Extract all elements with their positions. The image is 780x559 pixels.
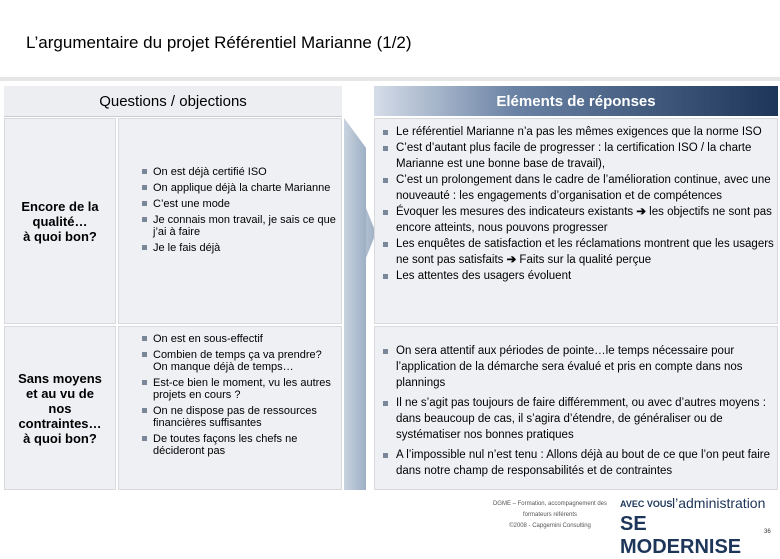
footer-line: ©2008 - Capgemini Consulting [509,523,591,529]
list-item [142,198,338,210]
objection-text: On est en sous-effectif [153,333,263,345]
response-text: C’est un prolongement dans le cadre de l’amélioration continue, avec une nouveauté : les engagements d’organisation et de compétences [396,174,771,202]
response-text: Il ne s’agit pas toujours de faire différemment, ou avec d’autres moyens : dans beaucoup de cas, il s’agira d’étendre, de généraliser ou de systématiser nos bonnes pratiques [396,397,766,441]
bullet-icon [142,408,147,413]
objection-text: On est déjà certifié ISO [153,166,267,178]
bullet-icon [142,336,147,341]
list-item [142,182,338,194]
response-text: Le référentiel Marianne n’a pas les mêmes exigences que la norme ISO [396,126,762,138]
row2-question-line: nos [48,400,72,416]
row2-question-line: Sans moyens [18,370,102,386]
bullet-icon [383,210,388,215]
list-item [142,214,338,238]
bullet-icon [142,245,147,250]
response-text: On sera attentif aux périodes de pointe…le temps nécessaire pour l’application de la démarche sera évalué et pris en compte dans nos plannings [396,345,743,389]
footer-credits [480,499,620,532]
footer-line: DGME – Formation, accompagnement des formateurs référents [492,501,608,518]
list-item [376,204,774,236]
bullet-icon [383,453,388,458]
objection-text: On applique déjà la charte Marianne [153,182,331,194]
list-item [376,395,774,443]
list-item [142,333,334,345]
response-text: A l’impossible nul n’est tenu : Allons déjà au bout de ce que l’on peut faire dans notre champ de responsabilités et de contraintes [396,449,770,477]
row1-question [4,118,116,324]
row2-question-line: contraintes… [18,415,102,431]
objection-text: De toutes façons les chefs ne décideront pas [153,433,298,457]
objection-text: C’est une mode [153,198,231,210]
bullet-icon [142,380,147,385]
row2-question-line: à quoi bon? [23,430,97,446]
modernise-logo [620,493,770,558]
list-item [142,405,334,429]
bullet-icon [142,169,147,174]
list-item [376,343,774,391]
list-item [142,377,334,401]
list-item [142,349,334,373]
list-item [376,124,774,140]
bullet-icon [142,352,147,357]
bullet-icon [142,185,147,190]
page-number: 36 [764,529,771,535]
row1-responses-list [376,124,774,284]
row2-objections-list [142,333,334,461]
questions-header: Questions / objections [4,86,342,117]
bullet-icon [142,201,147,206]
objection-text: Combien de temps ça va prendre? On manque déjà de temps… [153,349,322,373]
logo-administration: l’administration [672,495,766,511]
page-title: L’argumentaire du projet Référentiel Marianne (1/2) [26,33,412,52]
objection-text: On ne dispose pas de ressources financières suffisantes [153,405,317,429]
bullet-icon [383,146,388,151]
response-text: Les enquêtes de satisfaction et les réclamations montrent que les usagers ne sont pas satisfaits [396,238,774,266]
objection-text: Est-ce bien le moment, vu les autres projets en cours ? [153,377,331,401]
bullet-icon [383,349,388,354]
logo-avec-vous: AVEC VOUS [620,499,673,509]
row1-question-line: à quoi bon? [23,228,97,244]
list-item [142,242,338,254]
list-item [376,268,774,284]
logo-se-modernise: SE MODERNISE [620,513,742,558]
row1-objections-list [142,166,338,258]
responses-header: Eléments de réponses [374,86,778,116]
bullet-icon [383,401,388,406]
objection-text: Je connais mon travail, je sais ce que j’ai à faire [153,214,336,238]
list-item [376,447,774,479]
objection-text: Je le fais déjà [153,242,221,254]
right-arrow-icon: ➔ [636,206,646,218]
flow-arrow-head [344,118,376,490]
row2-question-line: et au vu de [26,385,94,401]
response-text: Les attentes des usagers évoluent [396,270,572,282]
bullet-icon [142,436,147,441]
response-text: Évoquer les mesures des indicateurs existants [396,206,637,218]
response-text: les objectifs ne sont pas encore atteints, nous pouvons progresser [396,206,772,234]
row1-question-line: qualité… [32,213,88,229]
response-text: C’est d’autant plus facile de progresser : la certification ISO / la charte Marianne est une bonne base de travail), [396,142,752,170]
list-item [142,433,334,457]
response-text: Faits sur la qualité perçue [516,254,652,266]
bullet-icon [383,178,388,183]
list-item [376,172,774,204]
title-divider [0,77,780,81]
list-item [142,166,338,178]
row1-question-line: Encore de la [21,198,99,214]
bullet-icon [383,274,388,279]
row2-responses-list [376,343,774,479]
right-arrow-icon: ➔ [506,254,517,266]
bullet-icon [383,242,388,247]
bullet-icon [383,130,388,135]
bullet-icon [142,217,147,222]
row2-question [4,326,116,490]
flow-arrow [342,118,376,490]
list-item [376,140,774,172]
list-item [376,236,774,268]
